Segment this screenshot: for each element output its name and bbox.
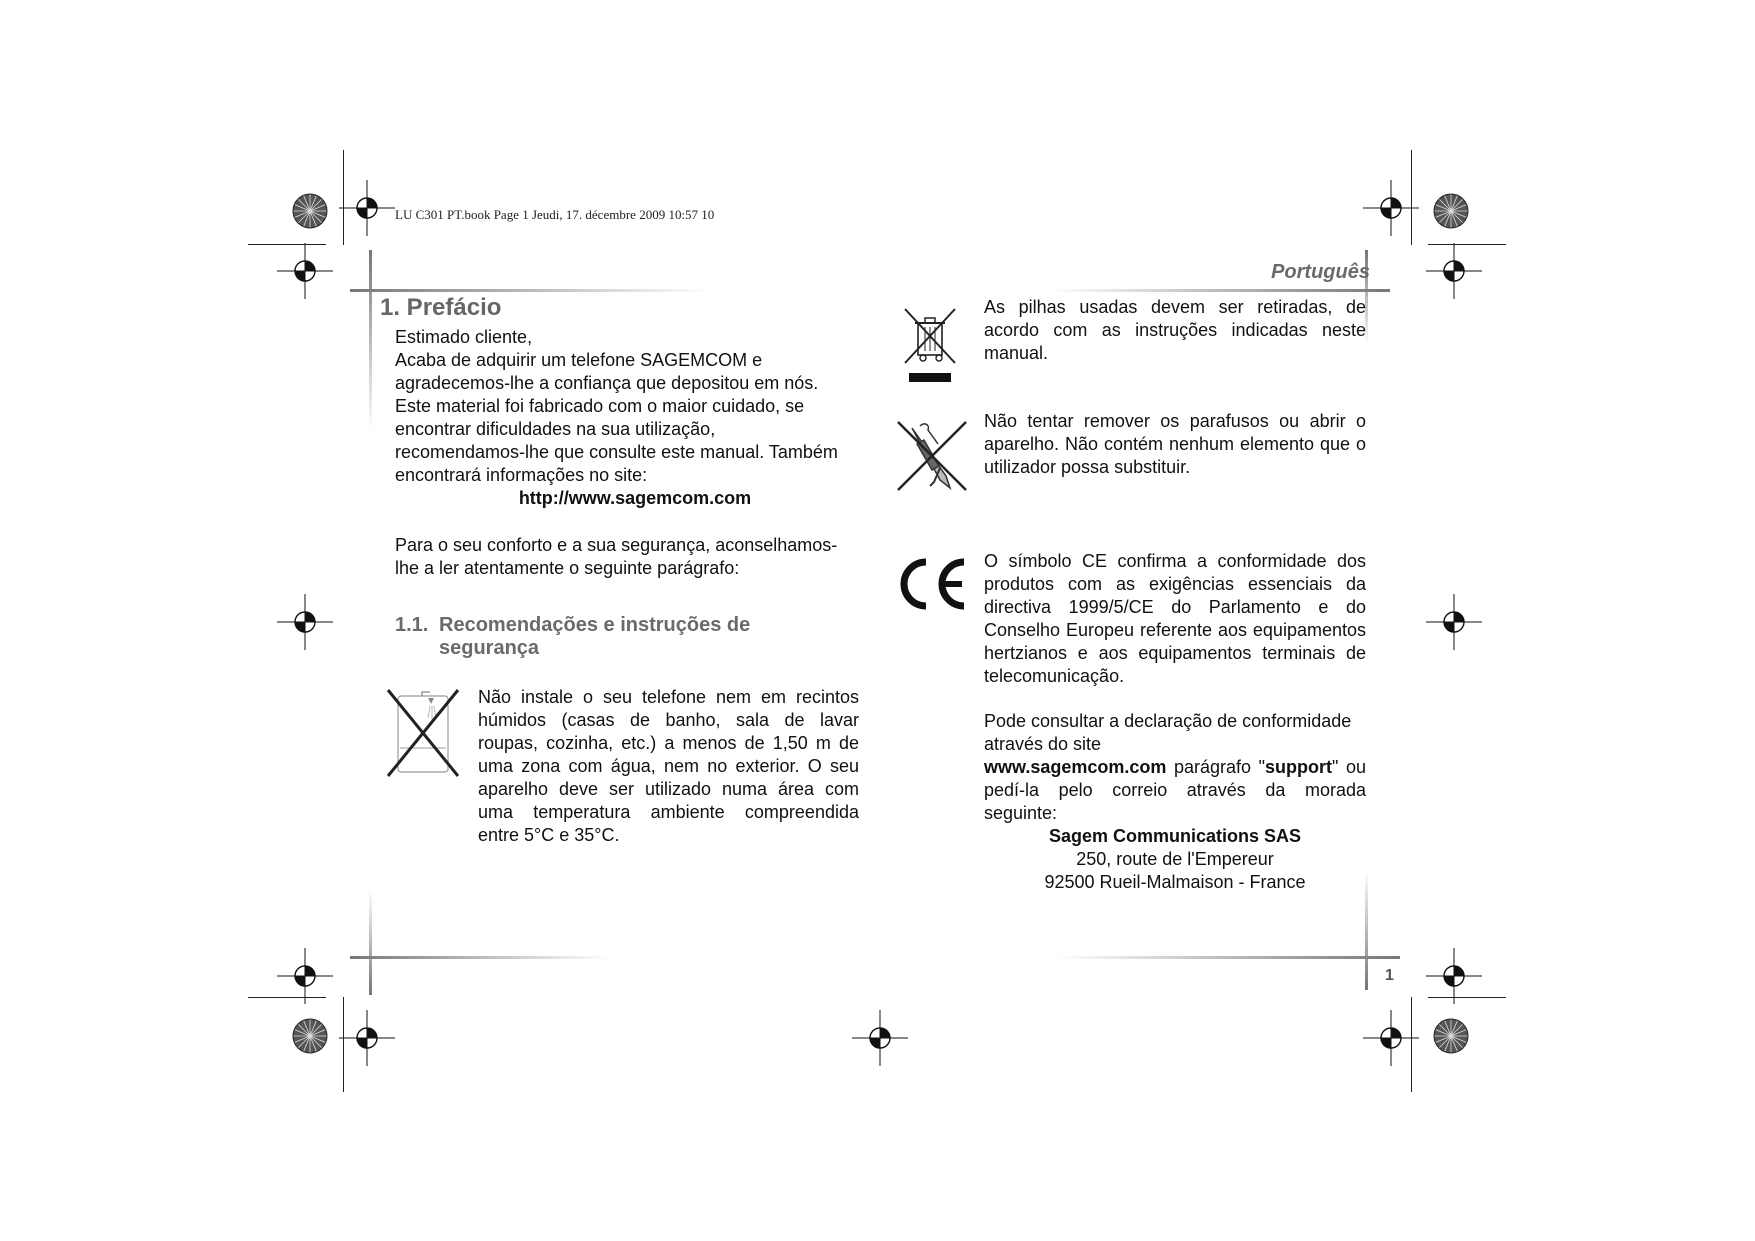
- website-link[interactable]: http://www.sagemcom.com: [518, 488, 752, 508]
- registration-mark-icon: [277, 243, 333, 299]
- book-info: LU C301 PT.book Page 1 Jeudi, 17. décembre 2009 10:57 10: [395, 207, 715, 222]
- screws-warning: Não tentar remover os parafusos ou abrir o aparelho. Não contém nenhum elemento que o utilizador possa substituir.: [984, 411, 1366, 477]
- subsection-number: 1.1.: [395, 614, 429, 636]
- intro-line: agradecemos-lhe a confiança que depositou em nós.: [395, 373, 819, 393]
- frame-accent: [369, 890, 372, 995]
- crop-line: [1411, 150, 1412, 245]
- crop-line: [1428, 244, 1506, 245]
- crop-line: [343, 150, 344, 245]
- color-wheel-icon: [1433, 1018, 1469, 1054]
- greeting: Estimado cliente,: [395, 327, 533, 347]
- registration-mark-icon: [1426, 243, 1482, 299]
- page-title: 1. Prefácio: [380, 294, 502, 321]
- declaration-text: [984, 756, 1366, 825]
- ce-mark-icon: [890, 556, 970, 612]
- frame-accent: [1055, 956, 1400, 959]
- intro-line: encontrar dificuldades na sua utilização,: [395, 419, 716, 439]
- frame-accent: [369, 250, 372, 430]
- color-wheel-icon: [292, 1018, 328, 1054]
- color-wheel-icon: [292, 193, 328, 229]
- crop-line: [1428, 997, 1506, 998]
- batteries-warning: As pilhas usadas devem ser retiradas, de acordo com as instruções indicadas neste manual.: [984, 297, 1366, 363]
- registration-mark-icon: [1426, 948, 1482, 1004]
- declaration-block: [984, 710, 1366, 894]
- declaration-end: " ou pedí-la pelo correio através da morada seguinte:: [984, 757, 1366, 823]
- declaration-intro: Pode consultar a declaração de conformidade através do site: [984, 711, 1352, 754]
- crop-line: [248, 244, 326, 245]
- comfort-block: [395, 534, 865, 580]
- crop-line: [343, 997, 344, 1092]
- page-number: 1: [1385, 967, 1394, 984]
- humidity-warning: Não instale o seu telefone nem em recintos húmidos (casas de banho, sala de lavar roupas, cozinha, etc.) a menos de 1,50 m de uma zona com água, nem no exterior. O seu aparelho deve ser utilizado numa área com uma temperatura ambiente compreendida entre 5°C e 35°C.: [478, 687, 859, 845]
- color-wheel-icon: [1433, 193, 1469, 229]
- no-water-icon: [386, 688, 460, 778]
- frame-accent: [350, 289, 710, 292]
- declaration-support: support: [1265, 757, 1332, 777]
- subsection-title: [395, 614, 750, 660]
- declaration-site[interactable]: www.sagemcom.com: [984, 757, 1167, 777]
- crop-line: [248, 997, 326, 998]
- intro-line: recomendamos-lhe que consulte este manual. Também: [395, 442, 838, 462]
- frame-accent: [1050, 289, 1390, 292]
- no-tools-icon: [894, 418, 970, 494]
- comfort-line: lhe a ler atentamente o seguinte parágrafo:: [395, 558, 740, 578]
- registration-mark-icon: [1426, 594, 1482, 650]
- declaration-mid: parágrafo ": [1173, 757, 1265, 777]
- address-line: 92500 Rueil-Malmaison - France: [1044, 872, 1306, 892]
- subsection-title-line: Recomendações e instruções de: [439, 614, 751, 636]
- intro-line: Este material foi fabricado com o maior cuidado, se: [395, 396, 805, 416]
- subsection-title-line: segurança: [439, 637, 540, 659]
- frame-accent: [350, 956, 610, 959]
- registration-mark-icon: [852, 1010, 908, 1066]
- language-label: Português: [1271, 261, 1370, 283]
- registration-mark-icon: [339, 180, 395, 236]
- weee-bin-icon: [901, 307, 959, 385]
- company-name: Sagem Communications SAS: [1048, 826, 1302, 846]
- registration-mark-icon: [277, 948, 333, 1004]
- intro-line: Acaba de adquirir um telefone SAGEMCOM e: [395, 350, 763, 370]
- address-line: 250, route de l'Empereur: [1076, 849, 1274, 869]
- intro-line: encontrará informações no site:: [395, 465, 648, 485]
- comfort-line: Para o seu conforto e a sua segurança, aconselhamos-: [395, 535, 838, 555]
- registration-mark-icon: [339, 1010, 395, 1066]
- crop-line: [1411, 997, 1412, 1092]
- intro-block: [395, 326, 855, 510]
- registration-mark-icon: [277, 594, 333, 650]
- ce-statement: O símbolo CE confirma a conformidade dos produtos com as exigências essenciais da directiva 1999/5/CE do Parlamento e do Conselho Europeu referente aos equipamentos hertzianos e aos equipamentos terminais de telecomunicação.: [984, 551, 1366, 686]
